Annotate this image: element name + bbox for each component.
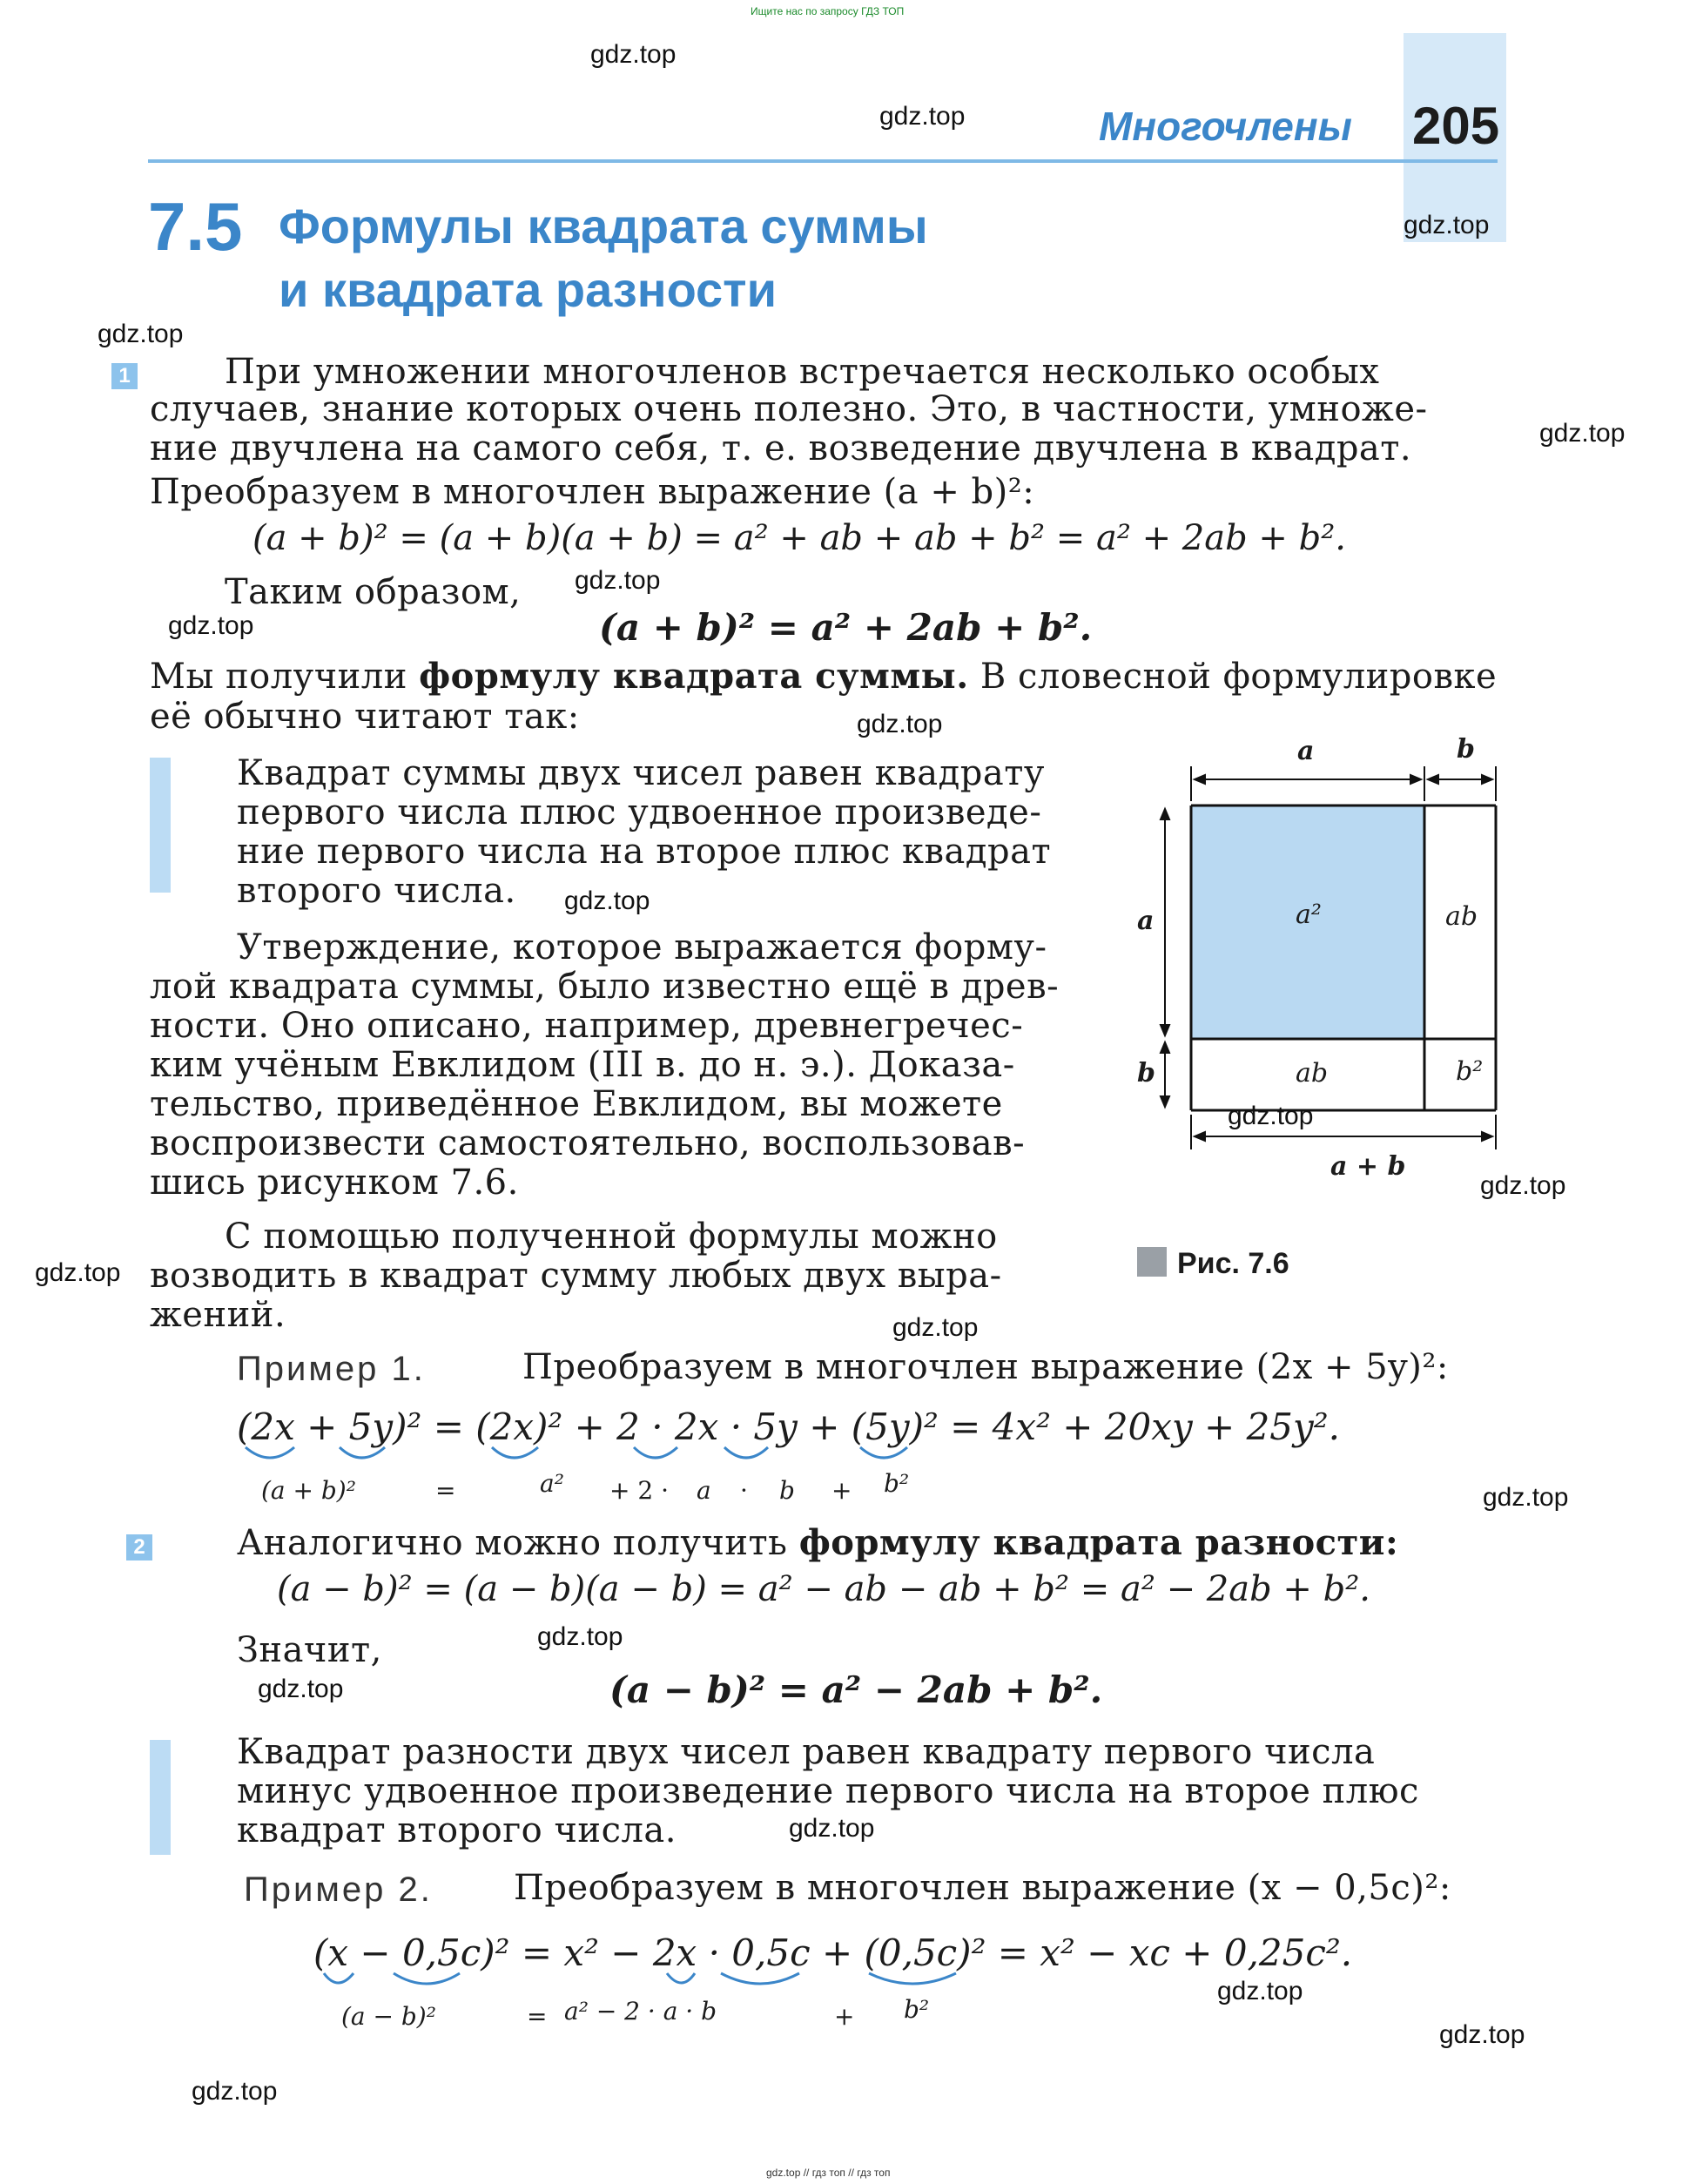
top-note: Ищите нас по запросу ГДЗ ТОП	[751, 5, 905, 17]
example1-under-plus: +	[831, 1476, 852, 1505]
paragraph-marker-1: 1	[111, 363, 138, 389]
watermark: gdz.top	[35, 1258, 121, 1287]
rule-bar	[150, 758, 171, 893]
rule-sum-line: ние первого числа на второе плюс квадрат	[237, 832, 1052, 872]
rule-diff-line: квадрат второго числа.	[237, 1810, 677, 1850]
example1-text: Преобразуем в многочлен выражение (2x + 5y)²:	[522, 1347, 1449, 1387]
read-line: её обычно читают так:	[150, 697, 580, 737]
example2-label: Пример 2.	[244, 1871, 433, 1909]
example1-under-b: b	[779, 1476, 795, 1505]
example1-braces	[235, 1439, 975, 1473]
formula-square-of-sum: (a + b)² = a² + 2ab + b².	[599, 606, 1093, 649]
intro-line: случаев, знание которых очень полезно. Это, в частности, умноже-	[150, 389, 1428, 429]
figure-label-ab-bottom: ab	[1296, 1058, 1329, 1089]
watermark: gdz.top	[1539, 419, 1626, 448]
example2-under-eq: =	[527, 2002, 548, 2031]
history-line: воспроизвести самостоятельно, воспользовав-	[150, 1123, 1026, 1163]
example1-under-b2: b²	[884, 1469, 910, 1498]
watermark: gdz.top	[590, 40, 677, 69]
watermark: gdz.top	[857, 710, 943, 738]
running-title: Многочлены	[1099, 104, 1352, 149]
intro-line: При умножении многочленов встречается несколько особых	[225, 352, 1380, 392]
watermark: gdz.top	[1439, 2020, 1525, 2049]
rule-diff-line: минус удвоенное произведение первого числа на второе плюс	[237, 1771, 1419, 1811]
formula-diff-expanded: (a − b)² = (a − b)(a − b) = a² − ab − ab + b² = a² − 2ab + b².	[277, 1569, 1370, 1609]
example2-under-b2: b²	[904, 1995, 930, 2024]
figure-square-of-sum	[1104, 731, 1513, 1202]
means-text: Значит,	[237, 1630, 382, 1670]
section-title-line2: и квадрата разности	[279, 262, 778, 317]
history-line: ности. Оно описано, например, древнегречес-	[150, 1006, 1024, 1046]
watermark: gdz.top	[1228, 1102, 1314, 1130]
watermark: gdz.top	[1217, 1977, 1303, 2005]
figure-label-top-a: a	[1297, 736, 1315, 766]
watermark: gdz.top	[564, 886, 650, 915]
watermark: gdz.top	[879, 102, 966, 131]
figure-label-left-a: a	[1137, 906, 1155, 936]
figure-label-b2: b²	[1456, 1056, 1484, 1087]
history-line: шись рисунком 7.6.	[150, 1163, 519, 1203]
example1-label: Пример 1.	[237, 1350, 426, 1388]
example1-under-dot: ·	[740, 1476, 748, 1505]
example2-text: Преобразуем в многочлен выражение (x − 0,5c)²:	[514, 1868, 1451, 1908]
got-formula-line: Мы получили формулу квадрата суммы. В словесной формулировке	[150, 656, 1498, 697]
figure-label-top-b: b	[1457, 734, 1475, 765]
example1-under-eq: =	[435, 1476, 456, 1505]
caption-square-icon	[1137, 1247, 1167, 1277]
watermark: gdz.top	[575, 566, 661, 595]
intro-line: ние двучлена на самого себя, т. е. возведение двучлена в квадрат.	[150, 428, 1412, 468]
history-line: Утверждение, которое выражается форму-	[237, 927, 1047, 967]
watermark: gdz.top	[168, 611, 254, 640]
example2-under-mid: a² − 2 · a · b	[564, 1997, 717, 2026]
example2-braces	[312, 1965, 1008, 1999]
example2-under-plus: +	[834, 2002, 855, 2031]
figure-caption: Рис. 7.6	[1177, 1247, 1289, 1280]
figure-label-left-b: b	[1137, 1058, 1155, 1089]
watermark: gdz.top	[789, 1814, 875, 1843]
intro-line: Преобразуем в многочлен выражение (a + b)²:	[150, 472, 1035, 512]
bottom-note: gdz.top // гдз топ // гдз топ	[766, 2167, 891, 2179]
figure-label-a2: a²	[1296, 900, 1322, 930]
rule-sum-line: второго числа.	[237, 871, 516, 911]
example1-formula: (2x + 5y)² = (2x)² + 2 · 2x · 5y + (5y)² = 4x² + 20xy + 25y².	[237, 1405, 1340, 1448]
example1-under-2: + 2 ·	[609, 1476, 669, 1505]
history-line: лой квадрата суммы, было известно ещё в древ-	[150, 967, 1060, 1007]
example1-under-a2: a²	[540, 1469, 564, 1498]
formula-square-of-difference: (a − b)² = a² − 2ab + b².	[609, 1668, 1103, 1711]
watermark: gdz.top	[98, 320, 184, 348]
rule-sum-line: Квадрат суммы двух чисел равен квадрату	[237, 753, 1045, 793]
example2-formula: (x − 0,5c)² = x² − 2x · 0,5c + (0,5c)² = x² − xc + 0,25c².	[313, 1931, 1353, 1974]
example1-under-a: a	[697, 1476, 711, 1505]
watermark: gdz.top	[258, 1675, 344, 1703]
watermark: gdz.top	[1404, 211, 1490, 239]
example2-under-pattern: (a − b)²	[341, 2002, 436, 2031]
watermark: gdz.top	[1483, 1483, 1569, 1512]
rule-bar	[150, 1740, 171, 1855]
diff-intro: Аналогично можно получить формулу квадрата разности:	[237, 1522, 1399, 1563]
page-number: 205	[1412, 97, 1500, 155]
help-line: жений.	[150, 1295, 286, 1335]
help-line: С помощью полученной формулы можно	[225, 1217, 998, 1257]
watermark: gdz.top	[192, 2077, 278, 2106]
history-line: тельство, приведённое Евклидом, вы можете	[150, 1084, 1003, 1124]
figure-label-ab-right: ab	[1445, 901, 1478, 932]
paragraph-marker-2: 2	[126, 1534, 152, 1560]
formula-sum-expanded: (a + b)² = (a + b)(a + b) = a² + ab + ab + b² = a² + 2ab + b².	[252, 518, 1346, 558]
section-title-line1: Формулы квадрата суммы	[279, 199, 928, 253]
help-line: возводить в квадрат сумму любых двух выра-	[150, 1256, 1002, 1296]
watermark: gdz.top	[892, 1313, 979, 1342]
example1-under-pattern: (a + b)²	[261, 1476, 356, 1505]
thus-text: Таким образом,	[225, 572, 522, 612]
rule-diff-line: Квадрат разности двух чисел равен квадрату первого числа	[237, 1732, 1376, 1772]
header-rule	[148, 159, 1498, 163]
watermark: gdz.top	[1480, 1171, 1566, 1200]
history-line: ким учёным Евклидом (III в. до н. э.). Доказа-	[150, 1045, 1015, 1085]
rule-sum-line: первого числа плюс удвоенное произведе-	[237, 792, 1042, 832]
watermark: gdz.top	[537, 1622, 623, 1651]
section-number: 7.5	[148, 188, 243, 265]
figure-label-bottom: a + b	[1330, 1151, 1406, 1182]
